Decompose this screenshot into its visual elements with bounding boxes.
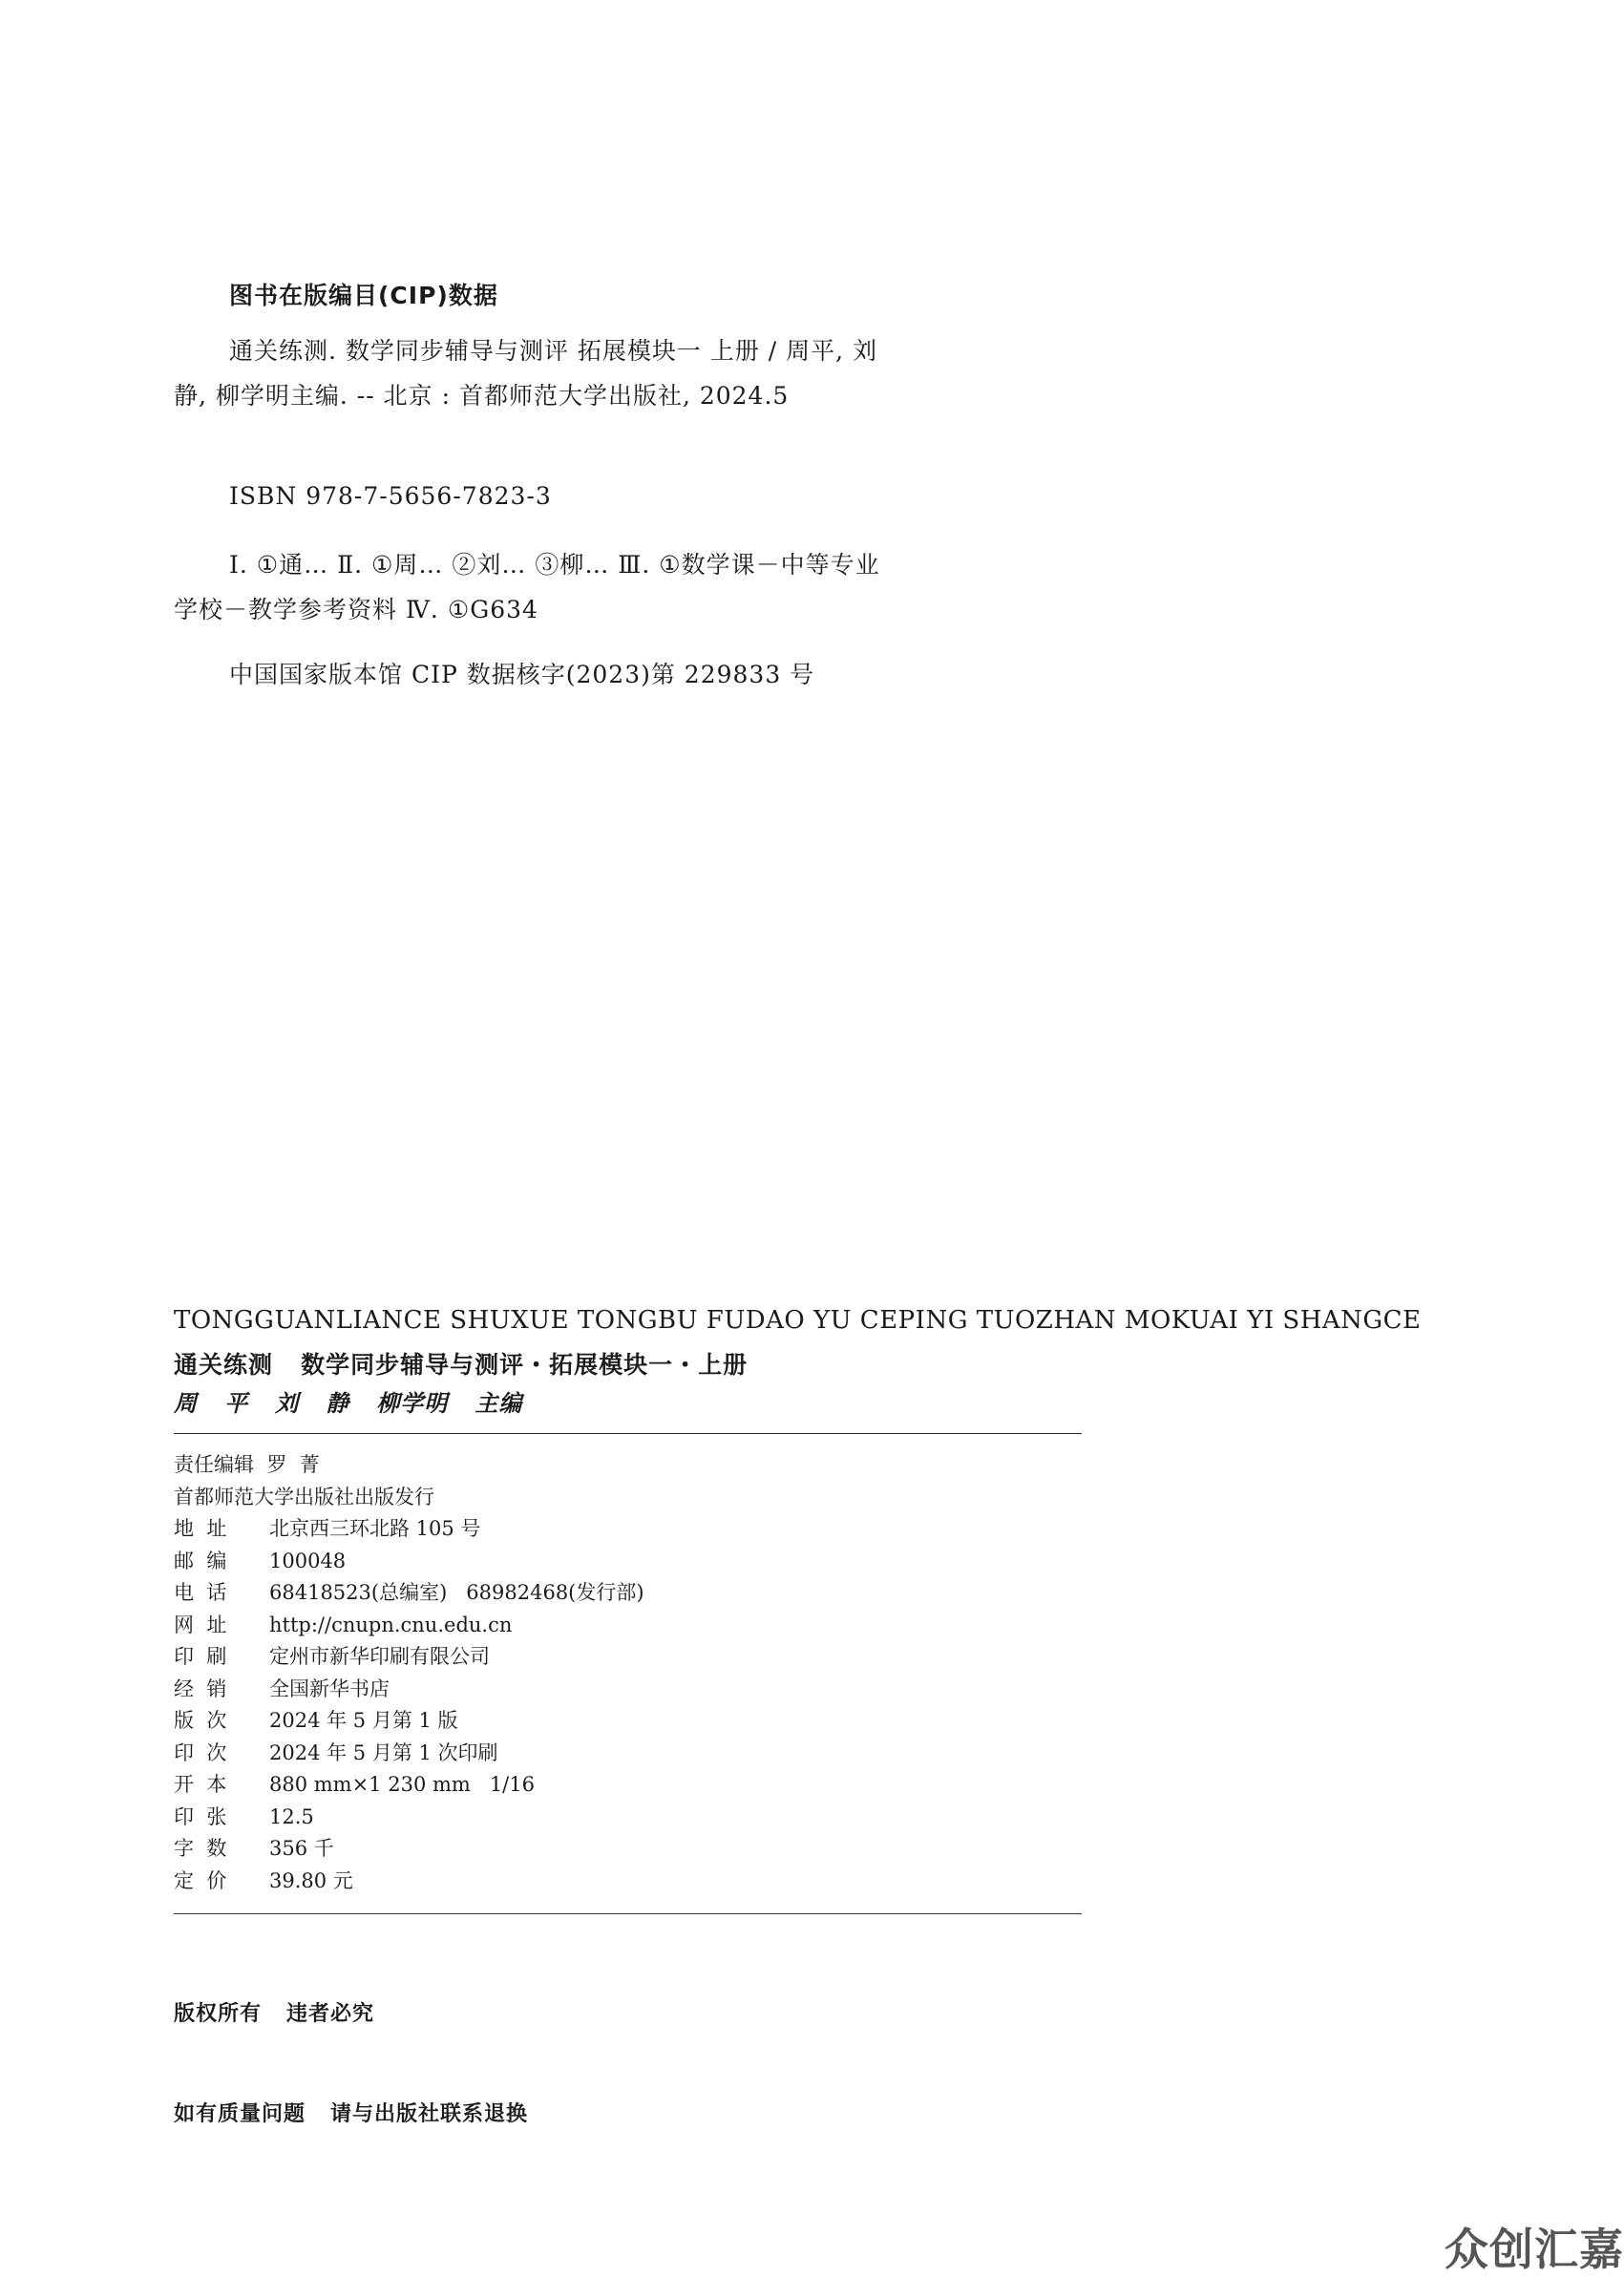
info-label: 定 价 [174, 1868, 227, 1892]
info-label: 经 销 [174, 1677, 227, 1700]
info-value: http://cnupn.cnu.edu.cn [269, 1613, 513, 1636]
info-row-wordcount [174, 1833, 644, 1866]
cip-heading: 图书在版编目(CIP)数据 [229, 282, 498, 309]
copyright-line: 版权所有 违者必究 [174, 2002, 374, 2026]
responsible-editor-label: 责任编辑 [174, 1453, 254, 1476]
info-row-address [174, 1513, 644, 1546]
publication-info [174, 1449, 644, 1897]
info-value: 北京西三环北路 105 号 [269, 1517, 481, 1540]
info-label: 开 本 [174, 1773, 227, 1796]
copyright-notice [174, 1930, 528, 2164]
info-value: 880 mm×1 230 mm 1/16 [269, 1773, 535, 1796]
divider-top [174, 1433, 1082, 1434]
quality-notice-line: 如有质量问题 请与出版社联系退换 [174, 2102, 528, 2126]
responsible-editor-row [174, 1449, 644, 1482]
info-value: 12.5 [269, 1804, 314, 1828]
publisher-line: 首都师范大学出版社出版发行 [174, 1485, 434, 1508]
info-label: 印 刷 [174, 1645, 227, 1668]
info-row-sheets [174, 1802, 644, 1834]
info-row-website [174, 1610, 644, 1642]
divider-bottom [174, 1913, 1082, 1914]
watermark-logo: 众创汇嘉 [1445, 2224, 1624, 2275]
cip-description: 通关练测. 数学同步辅导与测评 拓展模块一 上册 / 周平, 刘静, 柳学明主编. -- 北京 : 首都师范大学出版社, 2024.5 [174, 337, 877, 410]
info-label: 印 张 [174, 1804, 227, 1828]
info-row-format [174, 1769, 644, 1802]
book-title-pinyin: TONGGUANLIANCE SHUXUE TONGBU FUDAO YU CEPING TUOZHAN MOKUAI YI SHANGCE [174, 1306, 1422, 1335]
info-value: 356 千 [269, 1837, 334, 1860]
cip-isbn: ISBN 978-7-5656-7823-3 [229, 482, 552, 510]
info-value: 定州市新华印刷有限公司 [269, 1645, 490, 1668]
info-value: 2024 年 5 月第 1 版 [269, 1709, 458, 1732]
info-value: 39.80 元 [269, 1868, 353, 1892]
info-value: 2024 年 5 月第 1 次印刷 [269, 1740, 498, 1764]
info-row-distributor [174, 1674, 644, 1706]
info-label: 网 址 [174, 1613, 227, 1636]
info-label: 电 话 [174, 1581, 227, 1604]
book-editors: 周 平 刘 静 柳学明 主编 [174, 1389, 523, 1417]
book-title-chinese: 通关练测 数学同步辅导与测评・拓展模块一・上册 [174, 1351, 749, 1379]
info-row-edition [174, 1705, 644, 1738]
info-value: 68418523(总编室) 68982468(发行部) [269, 1581, 644, 1604]
responsible-editor-value: 罗 菁 [266, 1453, 320, 1476]
info-row-printing [174, 1738, 644, 1770]
info-label: 地 址 [174, 1517, 227, 1540]
info-value: 100048 [269, 1549, 347, 1572]
info-label: 版 次 [174, 1709, 227, 1732]
cip-classification: Ⅰ. ①通… Ⅱ. ①周… ②刘… ③柳… Ⅲ. ①数学课－中等专业学校－教学参考资料 Ⅳ. ①G634 [174, 551, 880, 623]
info-row-phone [174, 1577, 644, 1610]
info-label: 邮 编 [174, 1549, 227, 1572]
info-value: 全国新华书店 [269, 1677, 390, 1700]
info-label: 字 数 [174, 1837, 227, 1860]
cip-approval-number: 中国国家版本馆 CIP 数据核字(2023)第 229833 号 [229, 661, 815, 688]
info-row-printer [174, 1641, 644, 1674]
info-label: 印 次 [174, 1740, 227, 1764]
info-row-price [174, 1866, 644, 1898]
info-row-postcode [174, 1546, 644, 1578]
